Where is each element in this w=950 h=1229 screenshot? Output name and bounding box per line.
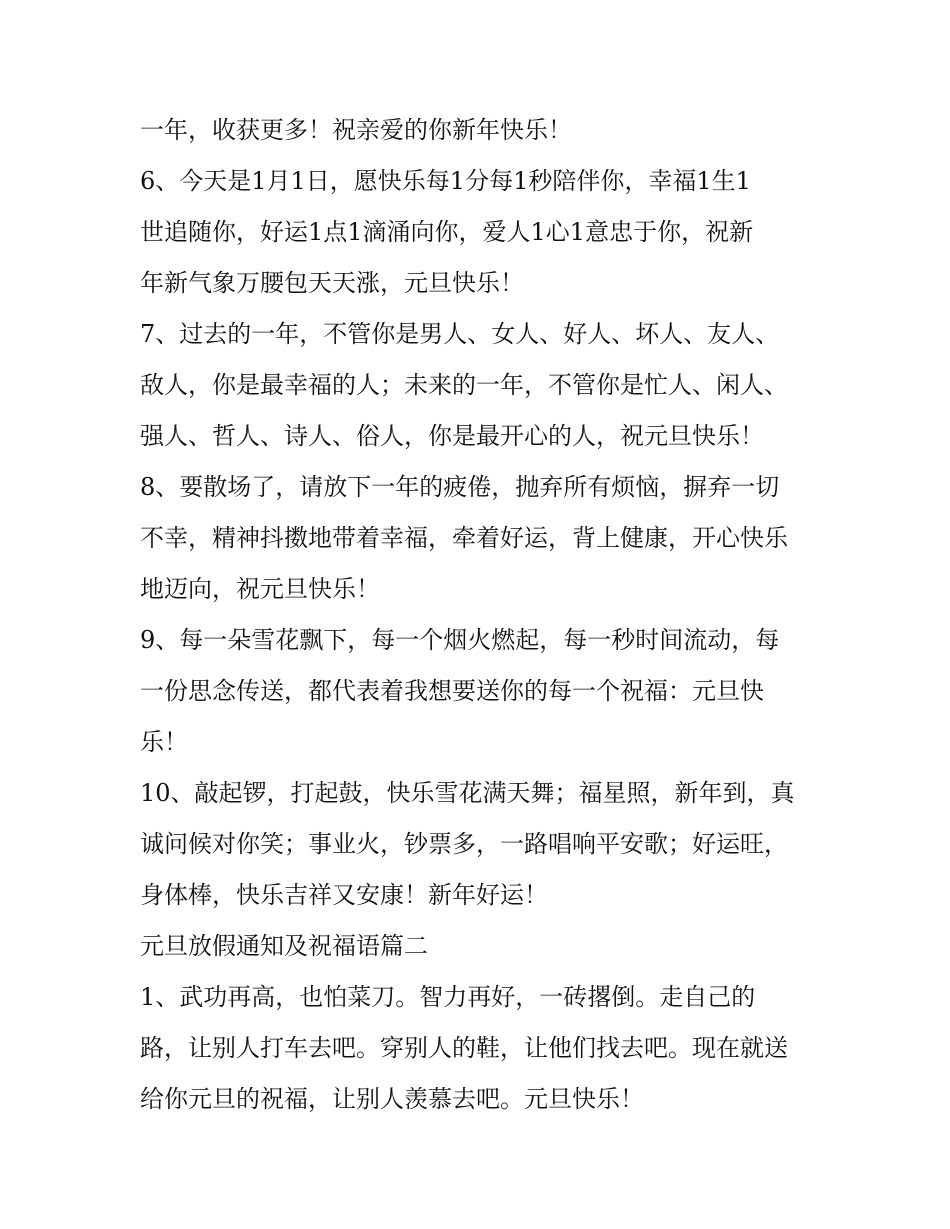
text-line: 年新气象万腰包天天涨，元旦快乐！	[140, 269, 524, 297]
text-line: 10、敲起锣，打起鼓，快乐雪花满天舞；福星照，新年到，真	[140, 779, 795, 807]
text-line: 给你元旦的祝福，让别人羡慕去吧。元旦快乐！	[140, 1085, 644, 1113]
text-line: 一年，收获更多！祝亲爱的你新年快乐！	[140, 116, 572, 144]
text-line: 地迈向，祝元旦快乐！	[140, 575, 380, 603]
text-line: 8、要散场了，请放下一年的疲倦，抛弃所有烦恼，摒弃一切	[140, 473, 780, 501]
text-line: 9、每一朵雪花飘下，每一个烟火燃起，每一秒时间流动，每	[140, 626, 780, 654]
text-line: 乐！	[140, 728, 188, 756]
section-heading: 元旦放假通知及祝福语篇二	[140, 932, 428, 960]
text-line: 6、今天是1月1日，愿快乐每1分每1秒陪伴你，幸福1生1	[140, 167, 751, 195]
text-line: 强人、哲人、诗人、俗人，你是最开心的人，祝元旦快乐！	[140, 422, 764, 450]
text-line: 路，让别人打车去吧。穿别人的鞋，让他们找去吧。现在就送	[140, 1034, 788, 1062]
text-line: 不幸，精神抖擞地带着幸福，牵着好运，背上健康，开心快乐	[140, 524, 788, 552]
text-line: 一份思念传送，都代表着我想要送你的每一个祝福：元旦快	[140, 677, 764, 705]
text-line: 1、武功再高，也怕菜刀。智力再好，一砖撂倒。走自己的	[140, 983, 756, 1011]
text-line: 敌人，你是最幸福的人；未来的一年，不管你是忙人、闲人、	[140, 371, 788, 399]
document-body	[140, 110, 812, 1130]
text-line: 身体棒，快乐吉祥又安康！新年好运！	[140, 881, 548, 909]
text-line: 7、过去的一年，不管你是男人、女人、好人、坏人、友人、	[140, 320, 780, 348]
text-line: 诚问候对你笑；事业火，钞票多，一路唱响平安歌；好运旺，	[140, 830, 788, 858]
text-line: 世追随你，好运1点1滴涌向你，爱人1心1意忠于你，祝新	[140, 218, 754, 246]
